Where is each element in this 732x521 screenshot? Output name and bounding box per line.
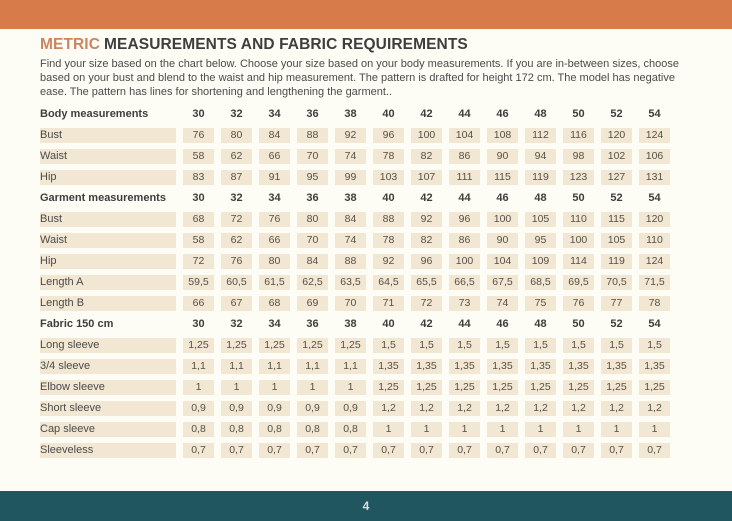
value-cell: 67	[221, 296, 252, 311]
section-header-row	[40, 191, 670, 206]
value-cell: 70	[335, 296, 366, 311]
value-cell: 1,25	[335, 338, 366, 353]
value-cell: 0,8	[297, 422, 328, 437]
value-cell: 70	[297, 149, 328, 164]
row-label: Bust	[40, 128, 176, 143]
size-column-header: 36	[306, 318, 319, 330]
value-cell: 119	[525, 170, 556, 185]
value-cell: 103	[373, 170, 404, 185]
value-cell: 72	[221, 212, 252, 227]
size-column-header: 30	[192, 318, 205, 330]
section-header-row	[40, 317, 670, 332]
size-column-header: 40	[382, 108, 395, 120]
value-cell: 1	[183, 380, 214, 395]
size-column-header: 50	[572, 192, 585, 204]
value-cell: 0,8	[183, 422, 214, 437]
value-cell: 74	[335, 233, 366, 248]
value-cell: 62	[221, 233, 252, 248]
value-cell: 0,9	[221, 401, 252, 416]
value-cell: 105	[525, 212, 556, 227]
value-cell: 1,5	[525, 338, 556, 353]
value-cell: 1,2	[639, 401, 670, 416]
value-cell: 92	[373, 254, 404, 269]
value-cell: 1,35	[487, 359, 518, 374]
value-cell: 76	[563, 296, 594, 311]
value-cell: 94	[525, 149, 556, 164]
value-cell: 66	[259, 233, 290, 248]
value-cell: 100	[411, 128, 442, 143]
value-cell: 73	[449, 296, 480, 311]
value-cell: 112	[525, 128, 556, 143]
value-cell: 65,5	[411, 275, 442, 290]
value-cell: 106	[639, 149, 670, 164]
value-cell: 1	[373, 422, 404, 437]
value-cell: 1,35	[373, 359, 404, 374]
page-title	[40, 36, 702, 54]
row-label: Long sleeve	[40, 338, 176, 353]
value-cell: 75	[525, 296, 556, 311]
size-column-header: 52	[610, 192, 623, 204]
value-cell: 66	[183, 296, 214, 311]
value-cell: 83	[183, 170, 214, 185]
size-column-header: 40	[382, 318, 395, 330]
value-cell: 70,5	[601, 275, 632, 290]
value-cell: 109	[525, 254, 556, 269]
value-cell: 104	[487, 254, 518, 269]
page-content	[40, 36, 702, 464]
value-cell: 0,7	[297, 443, 328, 458]
value-cell: 86	[449, 233, 480, 248]
value-cell: 1,2	[411, 401, 442, 416]
value-cell: 110	[639, 233, 670, 248]
value-cell: 115	[487, 170, 518, 185]
value-cell: 92	[335, 128, 366, 143]
page-title-accent: METRIC	[40, 36, 101, 53]
row-label: Elbow sleeve	[40, 380, 176, 395]
size-column-header: 54	[648, 108, 661, 120]
value-cell: 1	[639, 422, 670, 437]
value-cell: 1,1	[221, 359, 252, 374]
value-cell: 82	[411, 149, 442, 164]
table-row	[40, 128, 670, 143]
value-cell: 0,9	[259, 401, 290, 416]
value-cell: 1	[335, 380, 366, 395]
value-cell: 80	[221, 128, 252, 143]
value-cell: 123	[563, 170, 594, 185]
value-cell: 111	[449, 170, 480, 185]
value-cell: 100	[449, 254, 480, 269]
table-row	[40, 254, 670, 269]
size-column-header: 32	[230, 108, 243, 120]
size-column-header: 38	[344, 192, 357, 204]
value-cell: 1,2	[373, 401, 404, 416]
value-cell: 96	[373, 128, 404, 143]
value-cell: 84	[259, 128, 290, 143]
row-label: Hip	[40, 170, 176, 185]
value-cell: 105	[601, 233, 632, 248]
value-cell: 1,5	[411, 338, 442, 353]
value-cell: 90	[487, 149, 518, 164]
value-cell: 95	[525, 233, 556, 248]
value-cell: 0,7	[183, 443, 214, 458]
value-cell: 1,2	[525, 401, 556, 416]
value-cell: 59,5	[183, 275, 214, 290]
value-cell: 88	[297, 128, 328, 143]
value-cell: 1,1	[183, 359, 214, 374]
top-accent-band	[0, 0, 732, 29]
value-cell: 78	[373, 233, 404, 248]
value-cell: 74	[487, 296, 518, 311]
size-column-header: 30	[192, 108, 205, 120]
size-column-header: 44	[458, 192, 471, 204]
value-cell: 76	[259, 212, 290, 227]
value-cell: 96	[411, 254, 442, 269]
value-cell: 1,25	[259, 338, 290, 353]
value-cell: 0,7	[221, 443, 252, 458]
value-cell: 0,7	[373, 443, 404, 458]
value-cell: 0,9	[183, 401, 214, 416]
row-label: Waist	[40, 149, 176, 164]
value-cell: 66,5	[449, 275, 480, 290]
value-cell: 1,25	[525, 380, 556, 395]
value-cell: 1,5	[563, 338, 594, 353]
table-row	[40, 401, 670, 416]
value-cell: 116	[563, 128, 594, 143]
value-cell: 1,25	[639, 380, 670, 395]
value-cell: 67,5	[487, 275, 518, 290]
value-cell: 80	[259, 254, 290, 269]
value-cell: 1,5	[373, 338, 404, 353]
value-cell: 62,5	[297, 275, 328, 290]
value-cell: 0,7	[563, 443, 594, 458]
value-cell: 1,1	[259, 359, 290, 374]
value-cell: 1	[563, 422, 594, 437]
size-column-header: 50	[572, 318, 585, 330]
value-cell: 1,35	[563, 359, 594, 374]
value-cell: 110	[563, 212, 594, 227]
size-column-header: 48	[534, 192, 547, 204]
value-cell: 74	[335, 149, 366, 164]
value-cell: 1,25	[373, 380, 404, 395]
value-cell: 1,35	[601, 359, 632, 374]
value-cell: 0,9	[297, 401, 328, 416]
value-cell: 1,25	[221, 338, 252, 353]
section-header-label: Body measurements	[40, 108, 149, 120]
value-cell: 78	[639, 296, 670, 311]
value-cell: 91	[259, 170, 290, 185]
value-cell: 1,35	[525, 359, 556, 374]
value-cell: 1	[221, 380, 252, 395]
size-column-header: 34	[268, 318, 281, 330]
value-cell: 62	[221, 149, 252, 164]
row-label: Sleeveless	[40, 443, 176, 458]
value-cell: 1,5	[487, 338, 518, 353]
section-header-row	[40, 107, 670, 122]
table-row	[40, 443, 670, 458]
value-cell: 1	[297, 380, 328, 395]
value-cell: 108	[487, 128, 518, 143]
value-cell: 115	[601, 212, 632, 227]
value-cell: 72	[183, 254, 214, 269]
row-label: Length B	[40, 296, 176, 311]
value-cell: 72	[411, 296, 442, 311]
size-column-header: 32	[230, 192, 243, 204]
value-cell: 107	[411, 170, 442, 185]
value-cell: 71	[373, 296, 404, 311]
value-cell: 102	[601, 149, 632, 164]
value-cell: 100	[563, 233, 594, 248]
table-row	[40, 275, 670, 290]
value-cell: 1	[525, 422, 556, 437]
row-label: Cap sleeve	[40, 422, 176, 437]
size-column-header: 54	[648, 192, 661, 204]
value-cell: 84	[297, 254, 328, 269]
value-cell: 1,5	[639, 338, 670, 353]
value-cell: 0,8	[259, 422, 290, 437]
value-cell: 87	[221, 170, 252, 185]
size-column-header: 50	[572, 108, 585, 120]
size-column-header: 32	[230, 318, 243, 330]
value-cell: 1,35	[639, 359, 670, 374]
value-cell: 1,2	[449, 401, 480, 416]
value-cell: 1	[259, 380, 290, 395]
value-cell: 0,7	[259, 443, 290, 458]
value-cell: 68	[259, 296, 290, 311]
value-cell: 1,25	[563, 380, 594, 395]
table-row	[40, 359, 670, 374]
row-label: Hip	[40, 254, 176, 269]
value-cell: 1,25	[449, 380, 480, 395]
size-column-header: 42	[420, 318, 433, 330]
page-title-rest: MEASUREMENTS AND FABRIC REQUIREMENTS	[104, 36, 468, 53]
value-cell: 131	[639, 170, 670, 185]
size-column-header: 42	[420, 192, 433, 204]
value-cell: 78	[373, 149, 404, 164]
size-column-header: 42	[420, 108, 433, 120]
table-row	[40, 422, 670, 437]
value-cell: 104	[449, 128, 480, 143]
value-cell: 0,7	[411, 443, 442, 458]
value-cell: 69,5	[563, 275, 594, 290]
row-label: Waist	[40, 233, 176, 248]
size-column-header: 34	[268, 108, 281, 120]
size-column-header: 48	[534, 108, 547, 120]
value-cell: 0,7	[525, 443, 556, 458]
value-cell: 1,1	[335, 359, 366, 374]
value-cell: 0,9	[335, 401, 366, 416]
value-cell: 120	[639, 212, 670, 227]
intro-paragraph: Find your size based on the chart below. Choose your size based on your body measurements. If you are in-between sizes, choose based on your bust and blend to the waist and hip measurement. The pattern is drafted for height 172 cm. The model has negative ease. The pattern has lines for shortening and lengthening the garment..	[40, 58, 679, 98]
value-cell: 124	[639, 254, 670, 269]
size-column-header: 38	[344, 318, 357, 330]
value-cell: 127	[601, 170, 632, 185]
value-cell: 60,5	[221, 275, 252, 290]
section-header-label: Garment measurements	[40, 192, 166, 204]
value-cell: 88	[335, 254, 366, 269]
value-cell: 0,8	[335, 422, 366, 437]
size-column-header: 30	[192, 192, 205, 204]
value-cell: 124	[639, 128, 670, 143]
page-number: 4	[362, 499, 370, 513]
value-cell: 86	[449, 149, 480, 164]
value-cell: 1,25	[183, 338, 214, 353]
table-row	[40, 338, 670, 353]
value-cell: 63,5	[335, 275, 366, 290]
row-label: Length A	[40, 275, 176, 290]
value-cell: 1,2	[487, 401, 518, 416]
value-cell: 1,25	[411, 380, 442, 395]
table-row	[40, 296, 670, 311]
size-column-header: 34	[268, 192, 281, 204]
size-column-header: 52	[610, 108, 623, 120]
value-cell: 1,35	[411, 359, 442, 374]
table-row	[40, 170, 670, 185]
value-cell: 99	[335, 170, 366, 185]
value-cell: 0,7	[449, 443, 480, 458]
value-cell: 64,5	[373, 275, 404, 290]
value-cell: 0,7	[487, 443, 518, 458]
size-column-header: 38	[344, 108, 357, 120]
value-cell: 68,5	[525, 275, 556, 290]
value-cell: 1	[487, 422, 518, 437]
value-cell: 1,35	[449, 359, 480, 374]
value-cell: 120	[601, 128, 632, 143]
value-cell: 82	[411, 233, 442, 248]
value-cell: 90	[487, 233, 518, 248]
value-cell: 1,25	[297, 338, 328, 353]
value-cell: 0,8	[221, 422, 252, 437]
value-cell: 1	[411, 422, 442, 437]
size-column-header: 44	[458, 318, 471, 330]
value-cell: 1,5	[601, 338, 632, 353]
value-cell: 0,7	[639, 443, 670, 458]
size-column-header: 44	[458, 108, 471, 120]
size-column-header: 46	[496, 318, 509, 330]
value-cell: 84	[335, 212, 366, 227]
value-cell: 96	[449, 212, 480, 227]
value-cell: 77	[601, 296, 632, 311]
section-header-label: Fabric 150 cm	[40, 318, 114, 330]
table-row	[40, 233, 670, 248]
value-cell: 1,1	[297, 359, 328, 374]
value-cell: 1,2	[563, 401, 594, 416]
value-cell: 1	[601, 422, 632, 437]
value-cell: 95	[297, 170, 328, 185]
value-cell: 76	[183, 128, 214, 143]
table-row	[40, 380, 670, 395]
value-cell: 0,7	[335, 443, 366, 458]
value-cell: 114	[563, 254, 594, 269]
size-column-header: 36	[306, 192, 319, 204]
value-cell: 92	[411, 212, 442, 227]
table-row	[40, 212, 670, 227]
value-cell: 68	[183, 212, 214, 227]
row-label: Bust	[40, 212, 176, 227]
value-cell: 58	[183, 233, 214, 248]
value-cell: 1	[449, 422, 480, 437]
size-column-header: 40	[382, 192, 395, 204]
row-label: Short sleeve	[40, 401, 176, 416]
value-cell: 80	[297, 212, 328, 227]
value-cell: 0,7	[601, 443, 632, 458]
size-column-header: 36	[306, 108, 319, 120]
value-cell: 70	[297, 233, 328, 248]
value-cell: 1,5	[449, 338, 480, 353]
value-cell: 1,2	[601, 401, 632, 416]
row-label: 3/4 sleeve	[40, 359, 176, 374]
value-cell: 58	[183, 149, 214, 164]
value-cell: 98	[563, 149, 594, 164]
value-cell: 76	[221, 254, 252, 269]
value-cell: 61,5	[259, 275, 290, 290]
value-cell: 71,5	[639, 275, 670, 290]
value-cell: 1,25	[487, 380, 518, 395]
table-row	[40, 149, 670, 164]
value-cell: 119	[601, 254, 632, 269]
size-chart-table	[33, 101, 677, 464]
size-column-header: 46	[496, 192, 509, 204]
value-cell: 66	[259, 149, 290, 164]
footer-band	[0, 491, 732, 521]
value-cell: 100	[487, 212, 518, 227]
value-cell: 69	[297, 296, 328, 311]
value-cell: 1,25	[601, 380, 632, 395]
size-column-header: 52	[610, 318, 623, 330]
size-column-header: 46	[496, 108, 509, 120]
value-cell: 88	[373, 212, 404, 227]
size-column-header: 48	[534, 318, 547, 330]
size-column-header: 54	[648, 318, 661, 330]
